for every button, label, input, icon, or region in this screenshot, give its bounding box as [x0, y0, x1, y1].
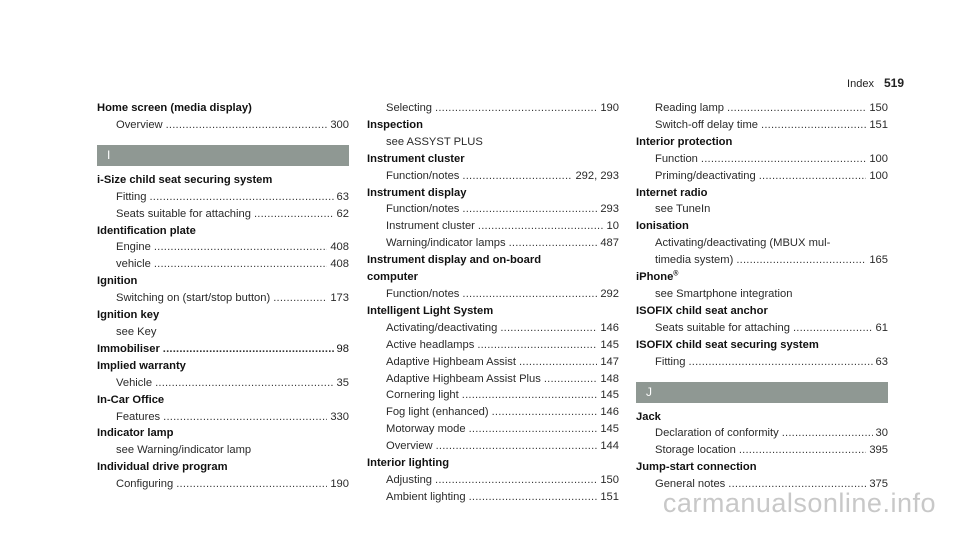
index-subentry: Function/notes ..... 292 [367, 286, 619, 303]
page-number: 519 [883, 76, 904, 90]
index-heading: Ignition key [97, 309, 160, 322]
index-heading: Indicator lamp [97, 427, 174, 440]
index-heading: Inspection [367, 118, 423, 131]
index-heading: Individual drive program [97, 461, 228, 474]
index-heading: Identification plate [97, 224, 196, 237]
page-header [847, 76, 904, 90]
index-subentry: Configuring ..... 190 [97, 476, 349, 493]
index-heading: Immobiliser ..... 98 [97, 341, 349, 358]
index-heading: Ionisation [636, 220, 689, 233]
index-heading: Interior lighting [367, 457, 450, 470]
index-see-reference: see Key [116, 325, 157, 338]
index-subentry: Selecting ..... 190 [367, 100, 619, 117]
index-heading: Instrument cluster [367, 152, 465, 165]
index-heading: Jump-start connection [636, 461, 757, 474]
registered-mark: ® [673, 270, 679, 278]
index-column-2 [367, 100, 619, 506]
index-subentry: Adaptive Highbeam Assist ..... 147 [367, 354, 619, 371]
index-subentry: Fitting ..... 63 [636, 354, 888, 371]
index-heading: i-Size child seat securing system [97, 173, 273, 186]
index-see-reference: see TuneIn [655, 203, 711, 216]
index-subentry: Priming/deactivating ..... 100 [636, 168, 888, 185]
index-subentry: Warning/indicator lamps ..... 487 [367, 235, 619, 252]
index-subentry: Adaptive Highbeam Assist Plus ..... 148 [367, 371, 619, 388]
index-subentry-wrapped: Activating/deactivating (MBUX mul- [655, 237, 831, 250]
index-subentry: Seats suitable for attaching ..... 61 [636, 320, 888, 337]
index-subentry: Fitting ..... 63 [97, 189, 349, 206]
index-subentry: General notes ..... 375 [636, 476, 888, 493]
index-subentry: Function/notes ..... 293 [367, 201, 619, 218]
index-heading: In-Car Office [97, 393, 165, 406]
index-subentry: Motorway mode ..... 145 [367, 421, 619, 438]
index-see-reference: see Warning/indicator lamp [116, 444, 252, 457]
header-label: Index [847, 78, 874, 90]
index-heading: Implied warranty [97, 359, 186, 372]
index-subentry: Switch-off delay time ..... 151 [636, 117, 888, 134]
index-heading: ISOFIX child seat securing system [636, 338, 819, 351]
index-subentry: Features ..... 330 [97, 409, 349, 426]
index-subentry: Seats suitable for attaching ..... 62 [97, 206, 349, 223]
index-heading: Instrument display and on-board computer [367, 254, 542, 284]
index-heading: Interior protection [636, 135, 733, 148]
index-subentry: timedia system) ..... 165 [636, 252, 888, 269]
index-column-1 [97, 100, 349, 493]
watermark: carmanualsonline.info [662, 488, 936, 518]
index-subentry: Overview ..... 144 [367, 438, 619, 455]
index-subentry: Function ..... 100 [636, 151, 888, 168]
index-subentry: Reading lamp ..... 150 [636, 100, 888, 117]
index-heading: Instrument display [367, 186, 467, 199]
index-heading: Ignition [97, 275, 138, 288]
index-subentry: Activating/deactivating ..... 146 [367, 320, 619, 337]
index-subentry: Instrument cluster ..... 10 [367, 218, 619, 235]
index-heading: Internet radio [636, 186, 708, 199]
index-subentry: Ambient lighting ..... 151 [367, 489, 619, 506]
index-see-reference: see ASSYST PLUS [386, 135, 483, 148]
index-heading: Home screen (media display) [97, 102, 252, 114]
section-letter-bar: J [636, 382, 888, 403]
index-subentry: Fog light (enhanced) ..... 146 [367, 404, 619, 421]
index-heading: Jack [636, 410, 661, 423]
index-subentry: Active headlamps ..... 145 [367, 337, 619, 354]
index-subentry: Overview ..... 300 [97, 117, 349, 134]
index-subentry: Cornering light ..... 145 [367, 387, 619, 404]
index-subentry: Declaration of conformity ..... 30 [636, 425, 888, 442]
index-subentry: vehicle ..... 408 [97, 256, 349, 273]
index-subentry: Storage location ..... 395 [636, 442, 888, 459]
index-column-3 [636, 100, 888, 493]
index-subentry: Vehicle ..... 35 [97, 375, 349, 392]
index-heading: Intelligent Light System [367, 304, 494, 317]
index-subentry: Function/notes ..... 292, 293 [367, 168, 619, 185]
section-letter-bar: I [97, 145, 349, 166]
index-heading: ISOFIX child seat anchor [636, 304, 768, 317]
index-subentry: Adjusting ..... 150 [367, 472, 619, 489]
index-heading: iPhone® [636, 270, 679, 284]
index-see-reference: see Smartphone integration [655, 287, 793, 300]
index-subentry: Engine ..... 408 [97, 239, 349, 256]
index-subentry: Switching on (start/stop button) ..... 173 [97, 290, 349, 307]
